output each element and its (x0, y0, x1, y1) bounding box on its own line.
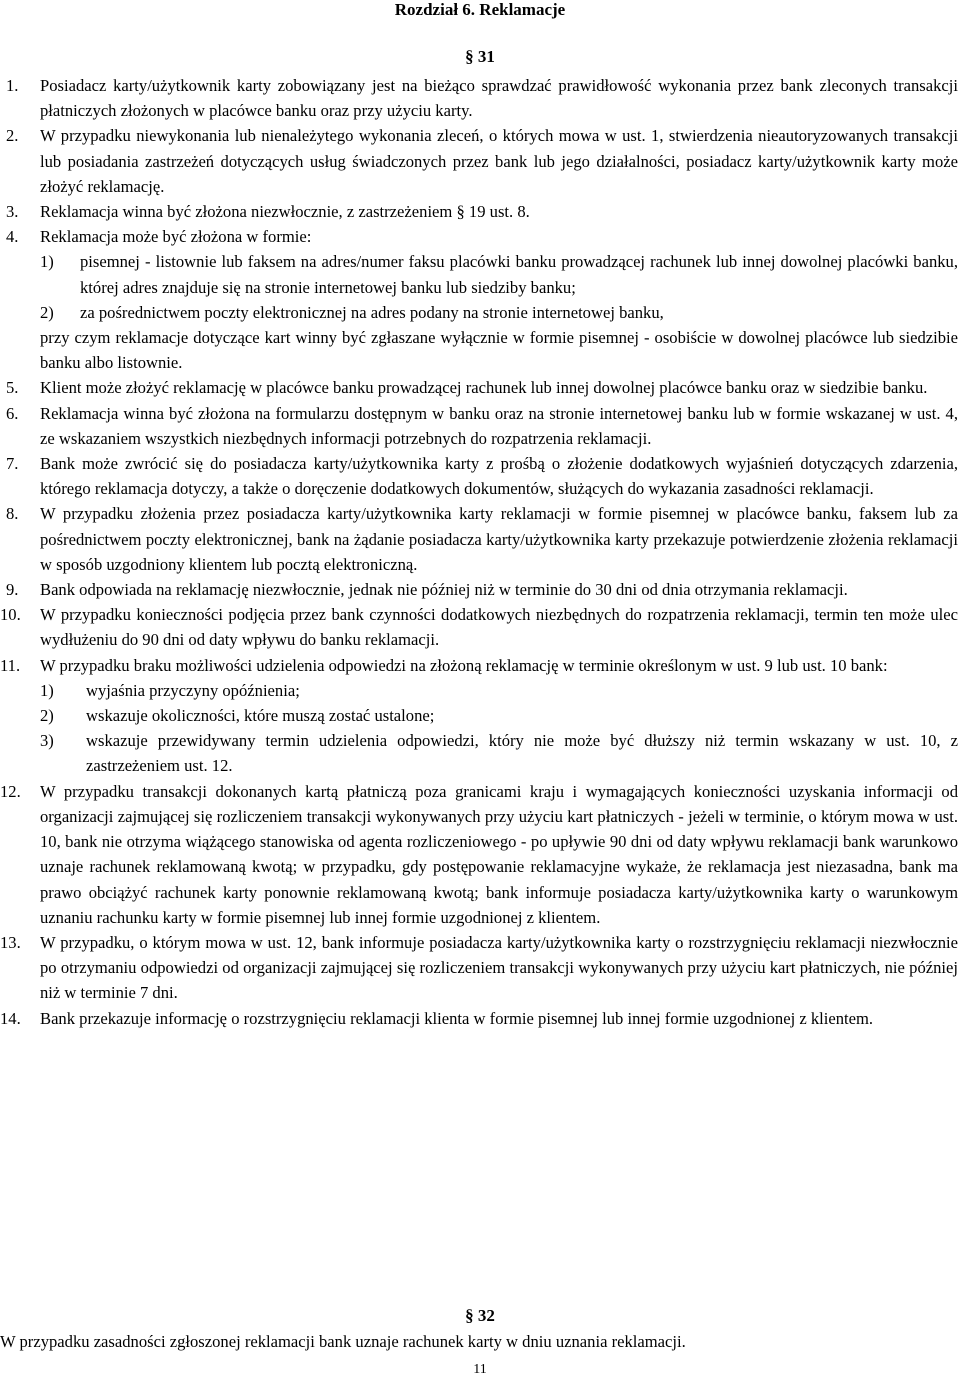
sub-item-number: 2) (40, 706, 54, 726)
item-text: W przypadku, o którym mowa w ust. 12, bank informuje posiadacza karty/użytkownika karty o rozstrzygnięciu reklamacji niezwłocznie po otrzymaniu odpowiedzi od organizacji zajmującej się rozliczeniem transakcji wykonywanych przy użyciu kart płatniczych, nie później niż w terminie 7 dni. (40, 932, 958, 1003)
item-number: 9. (6, 580, 19, 600)
list-item-1 (0, 73, 958, 123)
item-text: Reklamacja winna być złożona na formularzu dostępnym w banku oraz na stronie internetowej banku lub w formie wskazanej w ust. 4, ze wskazaniem wszystkich niezbędnych informacji potrzebnych do rozpatrzenia reklamacji. (40, 403, 958, 448)
sub-item-11-2 (40, 703, 958, 728)
sub-item-4-1 (40, 249, 958, 299)
item-text: W przypadku konieczności podjęcia przez bank czynności dodatkowych niezbędnych do rozpatrzenia reklamacji, termin ten może ulec wydłużeniu do 90 dni od daty wpływu do banku reklamacji. (40, 605, 958, 650)
sub-item-number: 1) (40, 680, 54, 700)
item-text: Bank przekazuje informację o rozstrzygnięciu reklamacji klienta w formie pisemnej lub innej formie uzgodnionej z klientem. (40, 1008, 874, 1028)
item-number: 12. (0, 781, 21, 801)
sub-item-text: wskazuje przewidywany termin udzielenia odpowiedzi, który nie może być dłuższy niż termin wskazany w ust. 10, z zastrzeżeniem ust. 12. (86, 731, 958, 776)
item-text: Bank może zwrócić się do posiadacza karty/użytkownika karty z prośbą o złożenie dodatkowych wyjaśnień dotyczących zdarzenia, którego reklamacja dotyczy, a także o doręczenie dodatkowych dokumentów, służących do wykazania zasadności reklamacji. (40, 454, 958, 499)
item-text: Klient może złożyć reklamację w placówce banku prowadzącej rachunek lub innej dowolnej placówce banku oraz w siedzibie banku. (40, 378, 928, 398)
item-number: 3. (6, 202, 19, 222)
item-text: W przypadku niewykonania lub nienależytego wykonania zleceń, o których mowa w ust. 1, stwierdzenia nieautoryzowanych transakcji lub posiadania zastrzeżeń dotyczących usług świadczonych przez bank lub jego działalności, posiadacz karty/użytkownik karty może złożyć reklamację. (40, 126, 958, 196)
list-item-9 (0, 577, 958, 602)
item-text: Bank odpowiada na reklamację niezwłocznie, jednak nie później niż w terminie do 30 dni od dnia otrzymania reklamacji. (40, 580, 848, 600)
list-item-4 (0, 224, 958, 375)
sub-item-text: wyjaśnia przyczyny opóźnienia; (86, 680, 300, 700)
list-item-7 (0, 451, 958, 501)
sub-item-4-2 (40, 300, 958, 325)
sub-item-text: za pośrednictwem poczty elektronicznej na adres podany na stronie internetowej banku, (80, 302, 664, 322)
item-number: 2. (6, 126, 19, 146)
item-text: Posiadacz karty/użytkownik karty zobowiązany jest na bieżąco sprawdzać prawidłowość wykonania przez bank zleconych transakcji płatniczych złożonych w placówce banku oraz przy użyciu karty. (40, 76, 958, 121)
list-item-8 (0, 501, 958, 577)
sub-item-number: 2) (40, 302, 54, 322)
item-text: W przypadku złożenia przez posiadacza karty/użytkownika karty reklamacji w formie pisemnej w placówce banku, faksem lub za pośrednictwem poczty elektronicznej, bank na żądanie posiadacza karty/użytkownika karty przekazuje potwierdzenie złożenia reklamacji w sposób uzgodniony klientem lub pocztą elektroniczną. (40, 504, 958, 574)
sub-item-number: 1) (40, 252, 54, 272)
list-item-14 (0, 1006, 958, 1031)
item-text: W przypadku transakcji dokonanych kartą płatniczą poza granicami kraju i wymagających konieczności uzyskania informacji od organizacji zajmującej się rozliczeniem transakcji wykonywanych przy użyciu kart płatniczych - jeżeli w terminie, o którym mowa w ust. 10, bank nie otrzyma wiążącego stanowiska od agenta rozliczeniowego - po upływie 90 dni od daty wpływu reklamacji bank warunkowo uznaje rachunek reklamowaną kwotą; w przypadku, gdy postępowanie reklamacyjne wykaże, że reklamacja jest niezasadna, bank ma prawo obciążyć rachunek karty ponownie reklamowaną kwotą; bank informuje posiadacza karty/użytkownika karty o warunkowym uznaniu rachunku karty w formie pisemnej lub innej formie uzgodnionej z klientem. (40, 781, 958, 927)
item-text: W przypadku braku możliwości udzielenia odpowiedzi na złożoną reklamację w terminie określonym w ust. 9 lub ust. 10 bank: (40, 655, 888, 675)
section-32-heading: § 32 (465, 1306, 495, 1325)
sub-item-11-3 (40, 728, 958, 778)
chapter-title: Rozdział 6. Reklamacje (394, 0, 566, 19)
list-item-3 (0, 199, 958, 224)
list-item-6 (0, 401, 958, 451)
section-31-heading: § 31 (465, 47, 495, 66)
item-number: 5. (6, 378, 19, 398)
list-item-2 (0, 123, 958, 199)
item-number: 6. (6, 403, 19, 423)
sub-item-11-1 (40, 678, 958, 703)
list-item-13 (0, 930, 958, 1006)
sub-item-text: pisemnej - listownie lub faksem na adres/numer faksu placówki banku prowadzącej rachunek lub innej dowolnej placówki banku, której adres znajduje się na stronie internetowej banku lub siedziby banku; (80, 252, 958, 297)
item-text: Reklamacja może być złożona w formie: (40, 227, 312, 247)
sub-item-number: 3) (40, 731, 54, 751)
list-item-5 (0, 375, 958, 400)
item-number: 13. (0, 932, 21, 952)
numbered-list (0, 73, 958, 1031)
item-number: 8. (6, 504, 19, 524)
item-number: 4. (6, 227, 19, 247)
item-number: 14. (0, 1008, 21, 1028)
list-item-10 (0, 602, 958, 652)
item-number: 10. (0, 605, 21, 625)
page-number: 11 (473, 1362, 487, 1377)
item-text: Reklamacja winna być złożona niezwłocznie, z zastrzeżeniem § 19 ust. 8. (40, 202, 530, 222)
item-number: 11. (0, 655, 21, 675)
section-32-text: W przypadku zasadności zgłoszonej reklamacji bank uznaje rachunek karty w dniu uznania reklamacji. (0, 1332, 686, 1351)
item-number: 1. (6, 76, 19, 95)
item-number: 7. (6, 454, 19, 474)
list-item-12 (0, 779, 958, 930)
list-item-11 (0, 653, 958, 779)
item-4-note: przy czym reklamacje dotyczące kart winny być zgłaszane wyłącznie w formie pisemnej - osobiście w dowolnej placówce lub siedzibie banku albo listownie. (40, 328, 958, 373)
sub-item-text: wskazuje okoliczności, które muszą zostać ustalone; (86, 706, 435, 726)
